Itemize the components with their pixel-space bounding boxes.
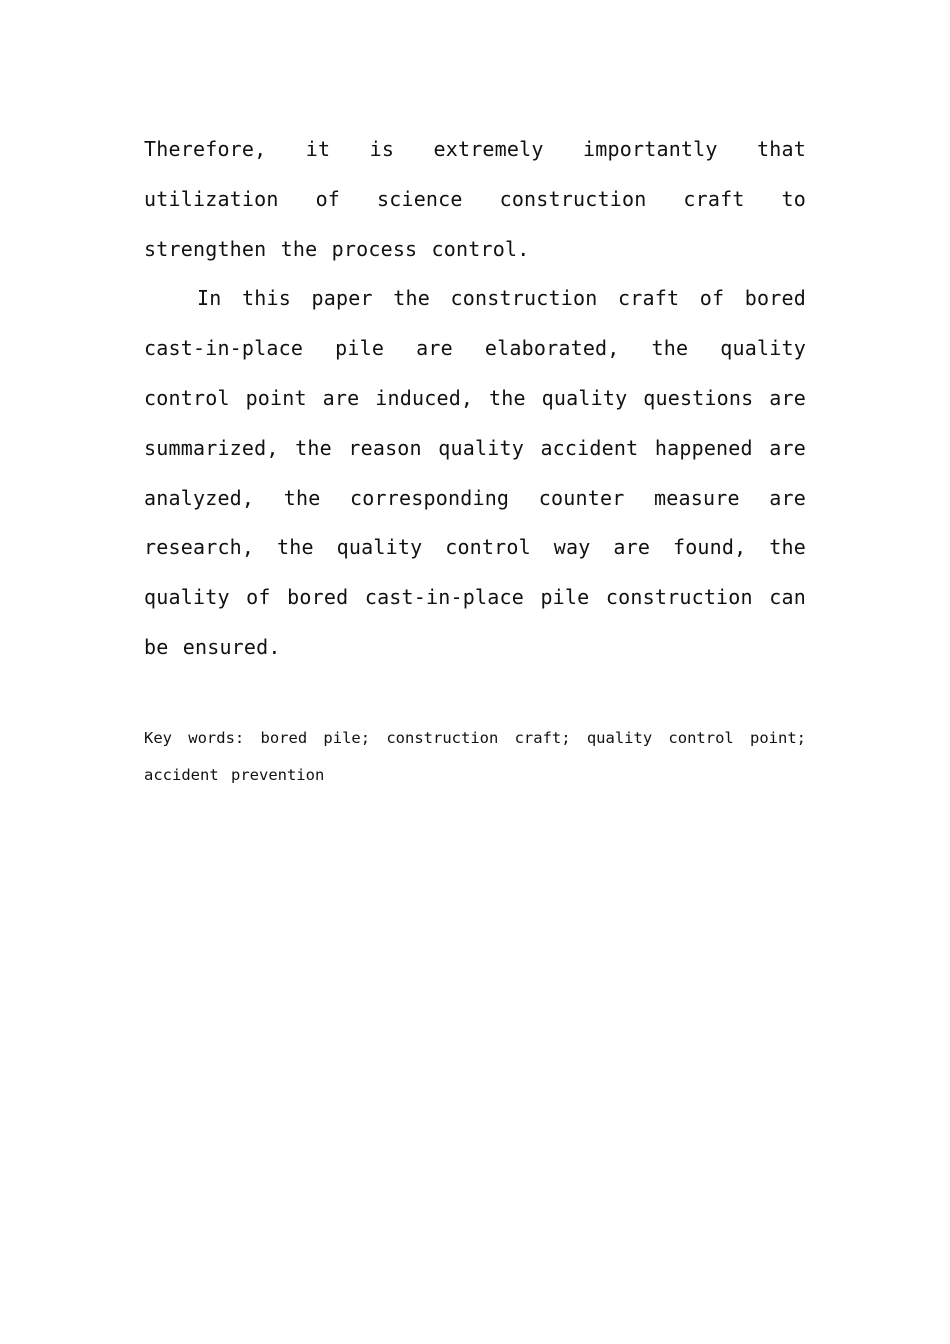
- abstract-paragraph-continuation: Therefore, it is extremely importantly that utilization of science construction craft to strengthen the process control.: [144, 137, 806, 261]
- abstract-paragraph-main: In this paper the construction craft of bored cast-in-place pile are elaborated, the quality control point are induced, the quality questions are summarized, the reason quality accident happened are analyzed, the corresponding counter measure are research, the quality control way are found, the quality of bored cast-in-place pile construction can be ensured.: [144, 286, 806, 659]
- abstract-body: [144, 125, 806, 673]
- keywords-line: Key words: bored pile; construction craft; quality control point; accident prevention: [144, 729, 806, 784]
